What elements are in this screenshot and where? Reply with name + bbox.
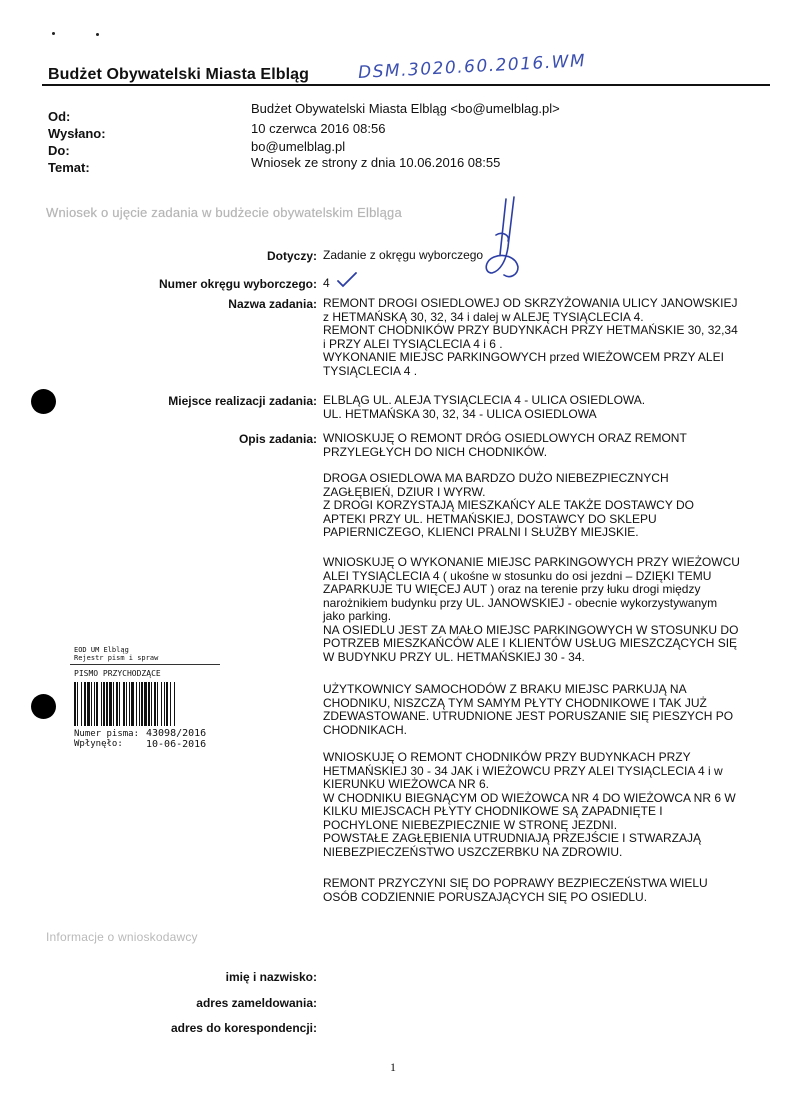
stamp-received-label: Wpłynęło: xyxy=(74,739,123,749)
stamp-number-value: 43098/2016 xyxy=(146,728,207,739)
opis-paragraph-5: WNIOSKUJĘ O REMONT CHODNIKÓW PRZY BUDYNKACH PRZY HETMAŃSKIEJ 30 - 34 JAK i WIEŻOWCU PRZY ALEI TYSIĄCLECIA 4 i w KIERUNKU WIEŻOWCA NR 6. W CHODNIKU BIEGNĄCYM OD WIEŻOWCA NR 4 DO WIEŻOWCA NR 6 W KILKU MIEJSCACH PŁYTY CHODNIKOWE SĄ ZAPADNIĘTE I POCHYLONE NIEBEZPIECZNIE W STRONĘ JEZDNI. POWSTAŁE ZAGŁĘBIENIA UTRUDNIAJĄ PRZEJŚCIE I STWARZAJĄ NIEBEZPIECZEŃSTWO USZCZERBKU NA ZDROWIU. xyxy=(323,750,736,859)
miejsce-label: Miejsce realizacji zadania: xyxy=(168,394,317,408)
okreg-label: Numer okręgu wyborczego: xyxy=(158,277,317,291)
punch-hole xyxy=(31,389,56,414)
sent-label: Wysłano: xyxy=(48,126,106,141)
dotyczy-value: Zadanie z okręgu wyborczego xyxy=(323,248,484,262)
miejsce-value: ELBLĄG UL. ALEJA TYSIĄCLECIA 4 - ULICA OSIEDLOWA. UL. HETMAŃSKA 30, 32, 34 - ULICA OSIEDLOWA xyxy=(323,393,646,421)
from-label: Od: xyxy=(48,109,71,124)
opis-paragraph-6: REMONT PRZYCZYNI SIĘ DO POPRAWY BEZPIECZEŃSTWA WIELU OSÓB CODZIENNIE PORUSZAJĄCYCH SIĘ PO OSIEDLU. xyxy=(323,876,708,904)
dotyczy-label: Dotyczy: xyxy=(266,249,317,263)
opis-paragraph-2: DROGA OSIEDLOWA MA BARDZO DUŻO NIEBEZPIECZNYCH ZAGŁĘBIEŃ, DZIUR I WYRW. Z DROGI KORZYSTAJĄ MIESZKAŃCY ALE TAKŻE DOSTAWCY DO APTEKI PRZY UL. HETMAŃSKIEJ, DOSTAWCY DO SKLEPU PAPIERNICZEGO, KLIENCI PRALNI I SŁUŻBY MIEJSKIE. xyxy=(323,471,694,539)
applicant-section-title: Informacje o wnioskodawcy xyxy=(46,930,198,944)
stamp-received-value: 10-06-2016 xyxy=(146,739,207,750)
correspondence-label: adres do korespondencji: xyxy=(170,1021,317,1035)
opis-label: Opis zadania: xyxy=(238,432,317,446)
registry-stamp xyxy=(70,644,222,754)
stamp-number-label: Numer pisma: xyxy=(74,729,140,739)
to-value: bo@umelblag.pl xyxy=(251,139,346,154)
okreg-value: 4 xyxy=(323,276,330,290)
sent-value: 10 czerwca 2016 08:56 xyxy=(251,121,386,136)
handwritten-signature xyxy=(478,195,526,283)
stamp-register: Rejestr pism i spraw xyxy=(74,654,159,662)
handwritten-reference: DSM.3020.60.2016.WM xyxy=(357,51,587,83)
subject-label: Temat: xyxy=(48,160,90,175)
opis-paragraph-4: UŻYTKOWNICY SAMOCHODÓW Z BRAKU MIEJSC PARKUJĄ NA CHODNIKU, NISZCZĄ TYM SAMYM PŁYTY CHODNIKOWE I TAK JUŻ ZDEWASTOWANE. UTRUDNIONE JEST PORUSZANIE SIĘ PIESZYCH PO CHODNIKACH. xyxy=(323,682,734,737)
form-section-title: Wniosek o ujęcie zadania w budżecie obywatelskim Elbląga xyxy=(46,205,402,220)
stamp-type: PISMO PRZYCHODZĄCE xyxy=(74,669,161,678)
address-label: adres zameldowania: xyxy=(196,996,317,1010)
checkmark-icon xyxy=(336,272,358,288)
to-label: Do: xyxy=(48,143,70,158)
opis-paragraph-1: WNIOSKUJĘ O REMONT DRÓG OSIEDLOWYCH ORAZ REMONT PRZYLEGŁYCH DO NICH CHODNIKÓW. xyxy=(323,431,687,459)
stamp-office: EOD UM Elbląg xyxy=(74,646,129,654)
document-title: Budżet Obywatelski Miasta Elbląg xyxy=(48,66,310,83)
punch-hole xyxy=(31,694,56,719)
barcode xyxy=(74,682,218,730)
stamp-divider xyxy=(70,664,220,665)
page-number: 1 xyxy=(390,1060,396,1074)
from-value: Budżet Obywatelski Miasta Elbląg <bo@umelblag.pl> xyxy=(251,101,560,116)
title-divider xyxy=(42,84,770,86)
nazwa-value: REMONT DROGI OSIEDLOWEJ OD SKRZYŻOWANIA ULICY JANOWSKIEJ z HETMAŃSKĄ 30, 32, 34 i dalej w ALEJĘ TYSIĄCLECIA 4. REMONT CHODNIKÓW PRZY BUDYNKACH PRZY HETMAŃSKIE 30, 32,34 i PRZY ALEI TYSIĄCLECIA 4 i 6 . WYKONANIE MIEJSC PARKINGOWYCH przed WIEŻOWCEM PRZY ALEI TYSIĄCLECIA 4 . xyxy=(323,296,738,378)
opis-paragraph-3: WNIOSKUJĘ O WYKONANIE MIEJSC PARKINGOWYCH PRZY WIEŻOWCU ALEI TYSIĄCLECIA 4 ( ukośne w stosunku do osi jezdni – DZIĘKI TEMU ZAPARKUJE TU WIĘCEJ AUT ) oraz na terenie przy łuku drogi między narożnikiem budynku przy UL. JANOWSKIEJ - obecnie wykorzystywanym jako parking. NA OSIEDLU JEST ZA MAŁO MIEJSC PARKINGOWYCH W STOSUNKU DO POTRZEB MIESZKAŃCÓW ALE I KLIENTÓW USŁUG MIESZCZĄCYCH SIĘ W BUDYNKU PRZY UL. HETMAŃSKIEJ 30 - 34. xyxy=(323,555,740,664)
subject-value: Wniosek ze strony z dnia 10.06.2016 08:55 xyxy=(251,155,501,170)
nazwa-label: Nazwa zadania: xyxy=(228,297,317,311)
name-label: imię i nazwisko: xyxy=(225,970,317,984)
